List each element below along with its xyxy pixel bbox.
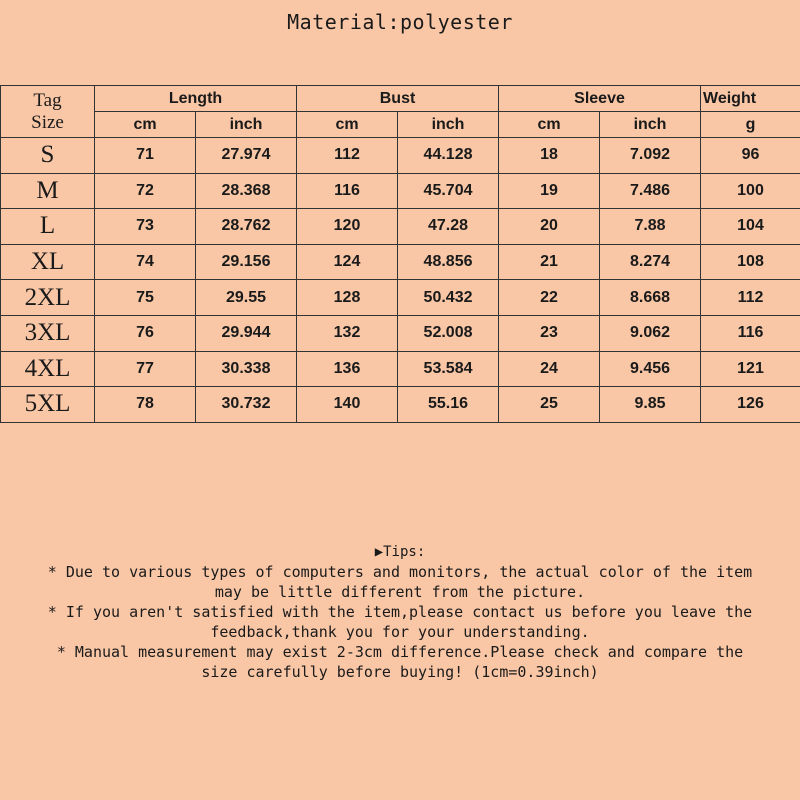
measurement-cell: 44.128 — [398, 138, 499, 174]
measurement-cell: 9.062 — [600, 315, 701, 351]
measurement-cell: 77 — [95, 351, 196, 387]
measurement-cell: 96 — [701, 138, 800, 174]
size-cell: 4XL — [1, 351, 95, 387]
tips-section — [0, 542, 800, 682]
measurement-cell: 7.092 — [600, 138, 701, 174]
measurement-cell: 47.28 — [398, 209, 499, 245]
size-cell: 5XL — [1, 387, 95, 423]
measurement-cell: 120 — [297, 209, 398, 245]
size-cell: S — [1, 138, 95, 174]
measurement-cell: 18 — [499, 138, 600, 174]
measurement-cell: 116 — [297, 173, 398, 209]
measurement-cell: 124 — [297, 244, 398, 280]
measurement-cell: 121 — [701, 351, 800, 387]
measurement-cell: 112 — [701, 280, 800, 316]
table-row — [1, 387, 800, 423]
measurement-cell: 29.944 — [196, 315, 297, 351]
measurement-cell: 52.008 — [398, 315, 499, 351]
measurement-cell: 7.88 — [600, 209, 701, 245]
measurement-cell: 104 — [701, 209, 800, 245]
measurement-cell: 23 — [499, 315, 600, 351]
tip-line: * If you aren't satisfied with the item,please contact us before you leave the — [47, 603, 753, 621]
measurement-cell: 108 — [701, 244, 800, 280]
page-title: Material:polyester — [287, 10, 513, 34]
unit-header: inch — [398, 112, 499, 138]
tips-heading: ▶Tips: — [374, 544, 426, 560]
measurement-cell: 45.704 — [398, 173, 499, 209]
tip-line: * Due to various types of computers and monitors, the actual color of the item — [47, 563, 753, 581]
size-cell: L — [1, 209, 95, 245]
size-cell: 2XL — [1, 280, 95, 316]
measurement-cell: 132 — [297, 315, 398, 351]
table-row — [1, 173, 800, 209]
unit-header: cm — [95, 112, 196, 138]
measurement-cell: 24 — [499, 351, 600, 387]
measurement-cell: 9.85 — [600, 387, 701, 423]
measurement-cell: 140 — [297, 387, 398, 423]
measurement-cell: 136 — [297, 351, 398, 387]
size-cell: XL — [1, 244, 95, 280]
table-row — [1, 351, 800, 387]
table-row — [1, 244, 800, 280]
sleeve-header: Sleeve — [499, 86, 701, 112]
measurement-cell: 78 — [95, 387, 196, 423]
measurement-cell: 75 — [95, 280, 196, 316]
measurement-cell: 28.762 — [196, 209, 297, 245]
table-row — [1, 280, 800, 316]
measurement-cell: 50.432 — [398, 280, 499, 316]
measurement-cell: 27.974 — [196, 138, 297, 174]
measurement-cell: 21 — [499, 244, 600, 280]
bust-header: Bust — [297, 86, 499, 112]
measurement-cell: 8.274 — [600, 244, 701, 280]
unit-header: inch — [600, 112, 701, 138]
measurement-cell: 30.338 — [196, 351, 297, 387]
measurement-cell: 28.368 — [196, 173, 297, 209]
header-row-groups — [1, 86, 800, 112]
size-cell: 3XL — [1, 315, 95, 351]
measurement-cell: 72 — [95, 173, 196, 209]
measurement-cell: 73 — [95, 209, 196, 245]
measurement-cell: 74 — [95, 244, 196, 280]
measurement-cell: 128 — [297, 280, 398, 316]
measurement-cell: 76 — [95, 315, 196, 351]
measurement-cell: 22 — [499, 280, 600, 316]
tag-label-line2: Size — [31, 111, 64, 133]
tip-line: size carefully before buying! (1cm=0.39inch) — [201, 663, 599, 681]
header-row-units — [1, 112, 800, 138]
measurement-cell: 30.732 — [196, 387, 297, 423]
unit-header: g — [701, 112, 800, 138]
measurement-cell: 71 — [95, 138, 196, 174]
table-row — [1, 209, 800, 245]
size-chart-table — [0, 85, 800, 423]
measurement-cell: 126 — [701, 387, 800, 423]
measurement-cell: 55.16 — [398, 387, 499, 423]
measurement-cell: 53.584 — [398, 351, 499, 387]
tip-line: may be little different from the picture. — [214, 583, 586, 601]
weight-header: Weight — [701, 86, 800, 112]
measurement-cell: 9.456 — [600, 351, 701, 387]
tip-line: * Manual measurement may exist 2-3cm difference.Please check and compare the — [56, 643, 744, 661]
measurement-cell: 20 — [499, 209, 600, 245]
measurement-cell: 7.486 — [600, 173, 701, 209]
measurement-cell: 19 — [499, 173, 600, 209]
table-row — [1, 315, 800, 351]
measurement-cell: 8.668 — [600, 280, 701, 316]
measurement-cell: 100 — [701, 173, 800, 209]
measurement-cell: 25 — [499, 387, 600, 423]
tag-size-header — [1, 86, 95, 138]
unit-header: inch — [196, 112, 297, 138]
measurement-cell: 112 — [297, 138, 398, 174]
measurement-cell: 29.156 — [196, 244, 297, 280]
unit-header: cm — [297, 112, 398, 138]
tag-label-line1: Tag — [33, 89, 62, 111]
measurement-cell: 29.55 — [196, 280, 297, 316]
unit-header: cm — [499, 112, 600, 138]
table-row — [1, 138, 800, 174]
size-cell: M — [1, 173, 95, 209]
measurement-cell: 116 — [701, 315, 800, 351]
measurement-cell: 48.856 — [398, 244, 499, 280]
tip-line: feedback,thank you for your understanding. — [210, 623, 590, 641]
length-header: Length — [95, 86, 297, 112]
